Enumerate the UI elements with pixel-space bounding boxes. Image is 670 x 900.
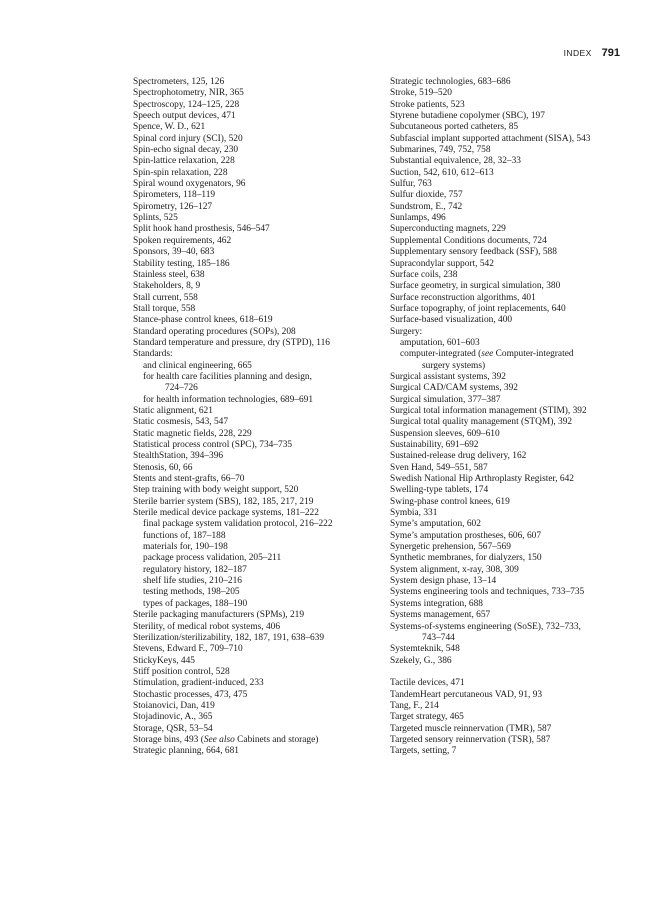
entry-text: Cabinets and storage) [234, 734, 319, 745]
index-entry: Syme’s amputation prostheses, 606, 607 [390, 530, 542, 541]
index-entry [133, 735, 388, 746]
index-entry: Sterility, of medical robot systems, 406 [133, 621, 281, 632]
index-entry: Targeted muscle reinnervation (TMR), 587 [390, 723, 552, 734]
index-entry: Superconducting magnets, 229 [390, 224, 506, 235]
index-entry: Symbia, 331 [390, 508, 438, 519]
index-entry: Supracondylar support, 542 [390, 258, 494, 269]
index-entry: Surface geometry, in surgical simulation, 380 [390, 281, 561, 292]
index-entry: Spin-spin relaxation, 228 [133, 167, 228, 178]
index-subentry: testing methods, 198–205 [143, 587, 240, 598]
index-entry: Suction, 542, 610, 612–613 [390, 167, 494, 178]
index-entry: Supplemental Conditions documents, 724 [390, 235, 547, 246]
index-continuation: 724–726 [165, 383, 198, 394]
index-entry: Spirometry, 126–127 [133, 201, 213, 212]
index-entry: Sterilization/sterilizability, 182, 187, 191, 638–639 [133, 632, 325, 643]
index-entry: Spoken requirements, 462 [133, 235, 232, 246]
index-subentry: materials for, 190–198 [143, 542, 228, 553]
index-entry: Standards: [133, 349, 173, 360]
index-entry: Surface topography, of joint replacements, 640 [390, 303, 566, 314]
index-entry: Spectrophotometry, NIR, 365 [133, 88, 244, 99]
index-subentry: and clinical engineering, 665 [143, 360, 252, 371]
running-header [564, 47, 620, 59]
index-entry: Swedish National Hip Arthroplasty Register, 642 [390, 474, 574, 485]
index-entry: Surgical assistant systems, 392 [390, 371, 506, 382]
index-entry: Tang, F., 214 [390, 700, 439, 711]
index-entry: Stall current, 558 [133, 292, 198, 303]
index-entry: Split hook hand prosthesis, 546–547 [133, 224, 270, 235]
index-entry: System alignment, x-ray, 308, 309 [390, 564, 519, 575]
index-subentry: functions of, 187–188 [143, 530, 226, 541]
index-entry: Spirometers, 118–119 [133, 190, 216, 201]
index-entry: Sunlamps, 496 [390, 213, 446, 224]
index-entry: Stojadinovic, A., 365 [133, 712, 213, 723]
index-entry: Static magnetic fields, 228, 229 [133, 428, 252, 439]
index-entry: Sustained-release drug delivery, 162 [390, 451, 527, 462]
index-entry: Sven Hand, 549–551, 587 [390, 462, 488, 473]
index-entry: Strategic technologies, 683–686 [390, 77, 511, 87]
index-entry: Target strategy, 465 [390, 712, 464, 723]
index-entry: Swing-phase control knees, 619 [390, 496, 510, 507]
index-entry: Surface coils, 238 [390, 269, 458, 280]
index-entry: Swelling-type tablets, 174 [390, 485, 489, 496]
index-entry: Systems engineering tools and techniques, 733–735 [390, 587, 585, 598]
index-entry: Stroke patients, 523 [390, 99, 465, 110]
index-entry: Strategic planning, 664, 681 [133, 746, 239, 757]
index-entry: Stochastic processes, 473, 475 [133, 689, 248, 700]
index-entry: Suspension sleeves, 609–610 [390, 428, 500, 439]
index-column-left [133, 77, 388, 758]
index-entry: Systems management, 657 [390, 610, 491, 621]
index-entry: Surgery: [390, 326, 423, 337]
index-entry: Stenosis, 60, 66 [133, 462, 193, 473]
index-entry: Surgical total quality management (STQM), 392 [390, 417, 573, 428]
index-subentry: types of packages, 188–190 [143, 598, 248, 609]
index-entry: Spence, W. D., 621 [133, 122, 206, 133]
index-subentry: package process validation, 205–211 [143, 553, 282, 564]
index-subentry: final package system validation protocol, 216–222 [143, 519, 333, 530]
index-entry: Sterile packaging manufacturers (SPMs), 219 [133, 610, 305, 621]
entry-text: Storage bins, 493 ( [133, 734, 204, 745]
index-entry: Stevens, Edward F., 709–710 [133, 644, 243, 655]
index-entry: Tactile devices, 471 [390, 678, 465, 689]
index-entry: Surgical CAD/CAM systems, 392 [390, 383, 518, 394]
page-number: 791 [601, 47, 620, 59]
index-continuation: surgery systems) [422, 360, 486, 371]
index-continuation: 743–744 [422, 632, 455, 643]
index-entry: Syme’s amputation, 602 [390, 519, 481, 530]
index-entry: Stance-phase control knees, 618–619 [133, 315, 273, 326]
index-entry: Stall torque, 558 [133, 303, 196, 314]
index-entry: Substantial equivalence, 28, 32–33 [390, 156, 521, 167]
index-entry: Spiral wound oxygenators, 96 [133, 179, 246, 190]
index-entry: Sterile medical device package systems, 181–222 [133, 508, 319, 519]
index-entry: Subcutaneous ported catheters, 85 [390, 122, 519, 133]
index-subentry: amputation, 601–603 [400, 337, 480, 348]
index-entry: Systems-of-systems engineering (SoSE), 732–733, [390, 621, 581, 632]
index-column-right [390, 77, 645, 758]
index-entry: Spinal cord injury (SCI), 520 [133, 133, 243, 144]
index-entry: Stoianovici, Dan, 419 [133, 700, 215, 711]
index-entry: Stakeholders, 8, 9 [133, 281, 201, 292]
letter-group-gap [390, 667, 645, 678]
index-entry: Stainless steel, 638 [133, 269, 205, 280]
index-entry: Synergetic prehension, 567–569 [390, 542, 511, 553]
index-entry: Systemteknik, 548 [390, 644, 460, 655]
index-entry: Sundstrom, E., 742 [390, 201, 463, 212]
index-entry: Statistical process control (SPC), 734–735 [133, 440, 293, 450]
see-text: see [481, 349, 494, 360]
index-entry: Styrene butadiene copolymer (SBC), 197 [390, 111, 545, 122]
entry-text: Computer-integrated [493, 349, 574, 360]
index-subentry: regulatory history, 182–187 [143, 564, 247, 575]
index-entry: Targeted sensory reinnervation (TSR), 587 [390, 734, 551, 745]
index-entry: Step training with body weight support, 520 [133, 485, 299, 496]
index-entry: Storage, QSR, 53–54 [133, 723, 213, 734]
index-entry: Synthetic membranes, for dialyzers, 150 [390, 553, 542, 564]
index-entry: Speech output devices, 471 [133, 111, 236, 122]
index-entry: Spectrometers, 125, 126 [133, 77, 225, 87]
index-entry: Spectroscopy, 124–125, 228 [133, 99, 240, 110]
index-entry: Spin-echo signal decay, 230 [133, 145, 239, 156]
index-entry: Submarines, 749, 752, 758 [390, 145, 491, 156]
index-subentry [390, 349, 645, 360]
index-entry: Sterile barrier system (SBS), 182, 185, 217, 219 [133, 496, 314, 507]
index-entry: Surgical total information management (STIM), 392 [390, 405, 587, 416]
index-entry: Sulfur dioxide, 757 [390, 190, 463, 201]
index-entry: Spin-lattice relaxation, 228 [133, 156, 235, 167]
index-entry: Stability testing, 185–186 [133, 258, 230, 269]
index-entry: Stimulation, gradient-induced, 233 [133, 678, 264, 689]
index-entry: Supplementary sensory feedback (SSF), 588 [390, 247, 557, 258]
entry-text: computer-integrated ( [400, 349, 482, 360]
index-entry: Stiff position control, 528 [133, 666, 230, 677]
index-entry: Surface-based visualization, 400 [390, 315, 513, 326]
index-subentry: shelf life studies, 210–216 [143, 576, 242, 587]
index-entry: Systems integration, 688 [390, 598, 483, 609]
index-entry: Surgical simulation, 377–387 [390, 394, 501, 405]
index-entry: Static alignment, 621 [133, 405, 213, 416]
see-also-text: See also [203, 734, 235, 745]
index-entry: StickyKeys, 445 [133, 655, 195, 666]
header-label: INDEX [563, 48, 592, 58]
index-subentry: for health care facilities planning and design, [143, 371, 312, 382]
index-entry: Sponsors, 39–40, 683 [133, 247, 215, 258]
index-entry: Targets, setting, 7 [390, 746, 457, 757]
index-entry: Sustainability, 691–692 [390, 440, 479, 450]
index-entry: Szekely, G., 386 [390, 655, 452, 666]
index-entry: StealthStation, 394–396 [133, 451, 224, 462]
index-entry: System design phase, 13–14 [390, 576, 497, 587]
index-entry: Subfascial implant supported attachment (SISA), 543 [390, 133, 591, 144]
index-entry: Sulfur, 763 [390, 179, 432, 190]
index-entry: Surface reconstruction algorithms, 401 [390, 292, 536, 303]
index-entry: Splints, 525 [133, 213, 178, 224]
index-entry: TandemHeart percutaneous VAD, 91, 93 [390, 689, 543, 700]
index-entry: Standard operating procedures (SOPs), 208 [133, 326, 296, 337]
index-entry: Stents and stent-grafts, 66–70 [133, 474, 245, 485]
index-entry: Standard temperature and pressure, dry (STPD), 116 [133, 337, 330, 348]
index-entry: Static cosmesis, 543, 547 [133, 417, 229, 428]
index-subentry: for health information technologies, 689–691 [143, 394, 314, 405]
index-entry: Stroke, 519–520 [390, 88, 452, 99]
